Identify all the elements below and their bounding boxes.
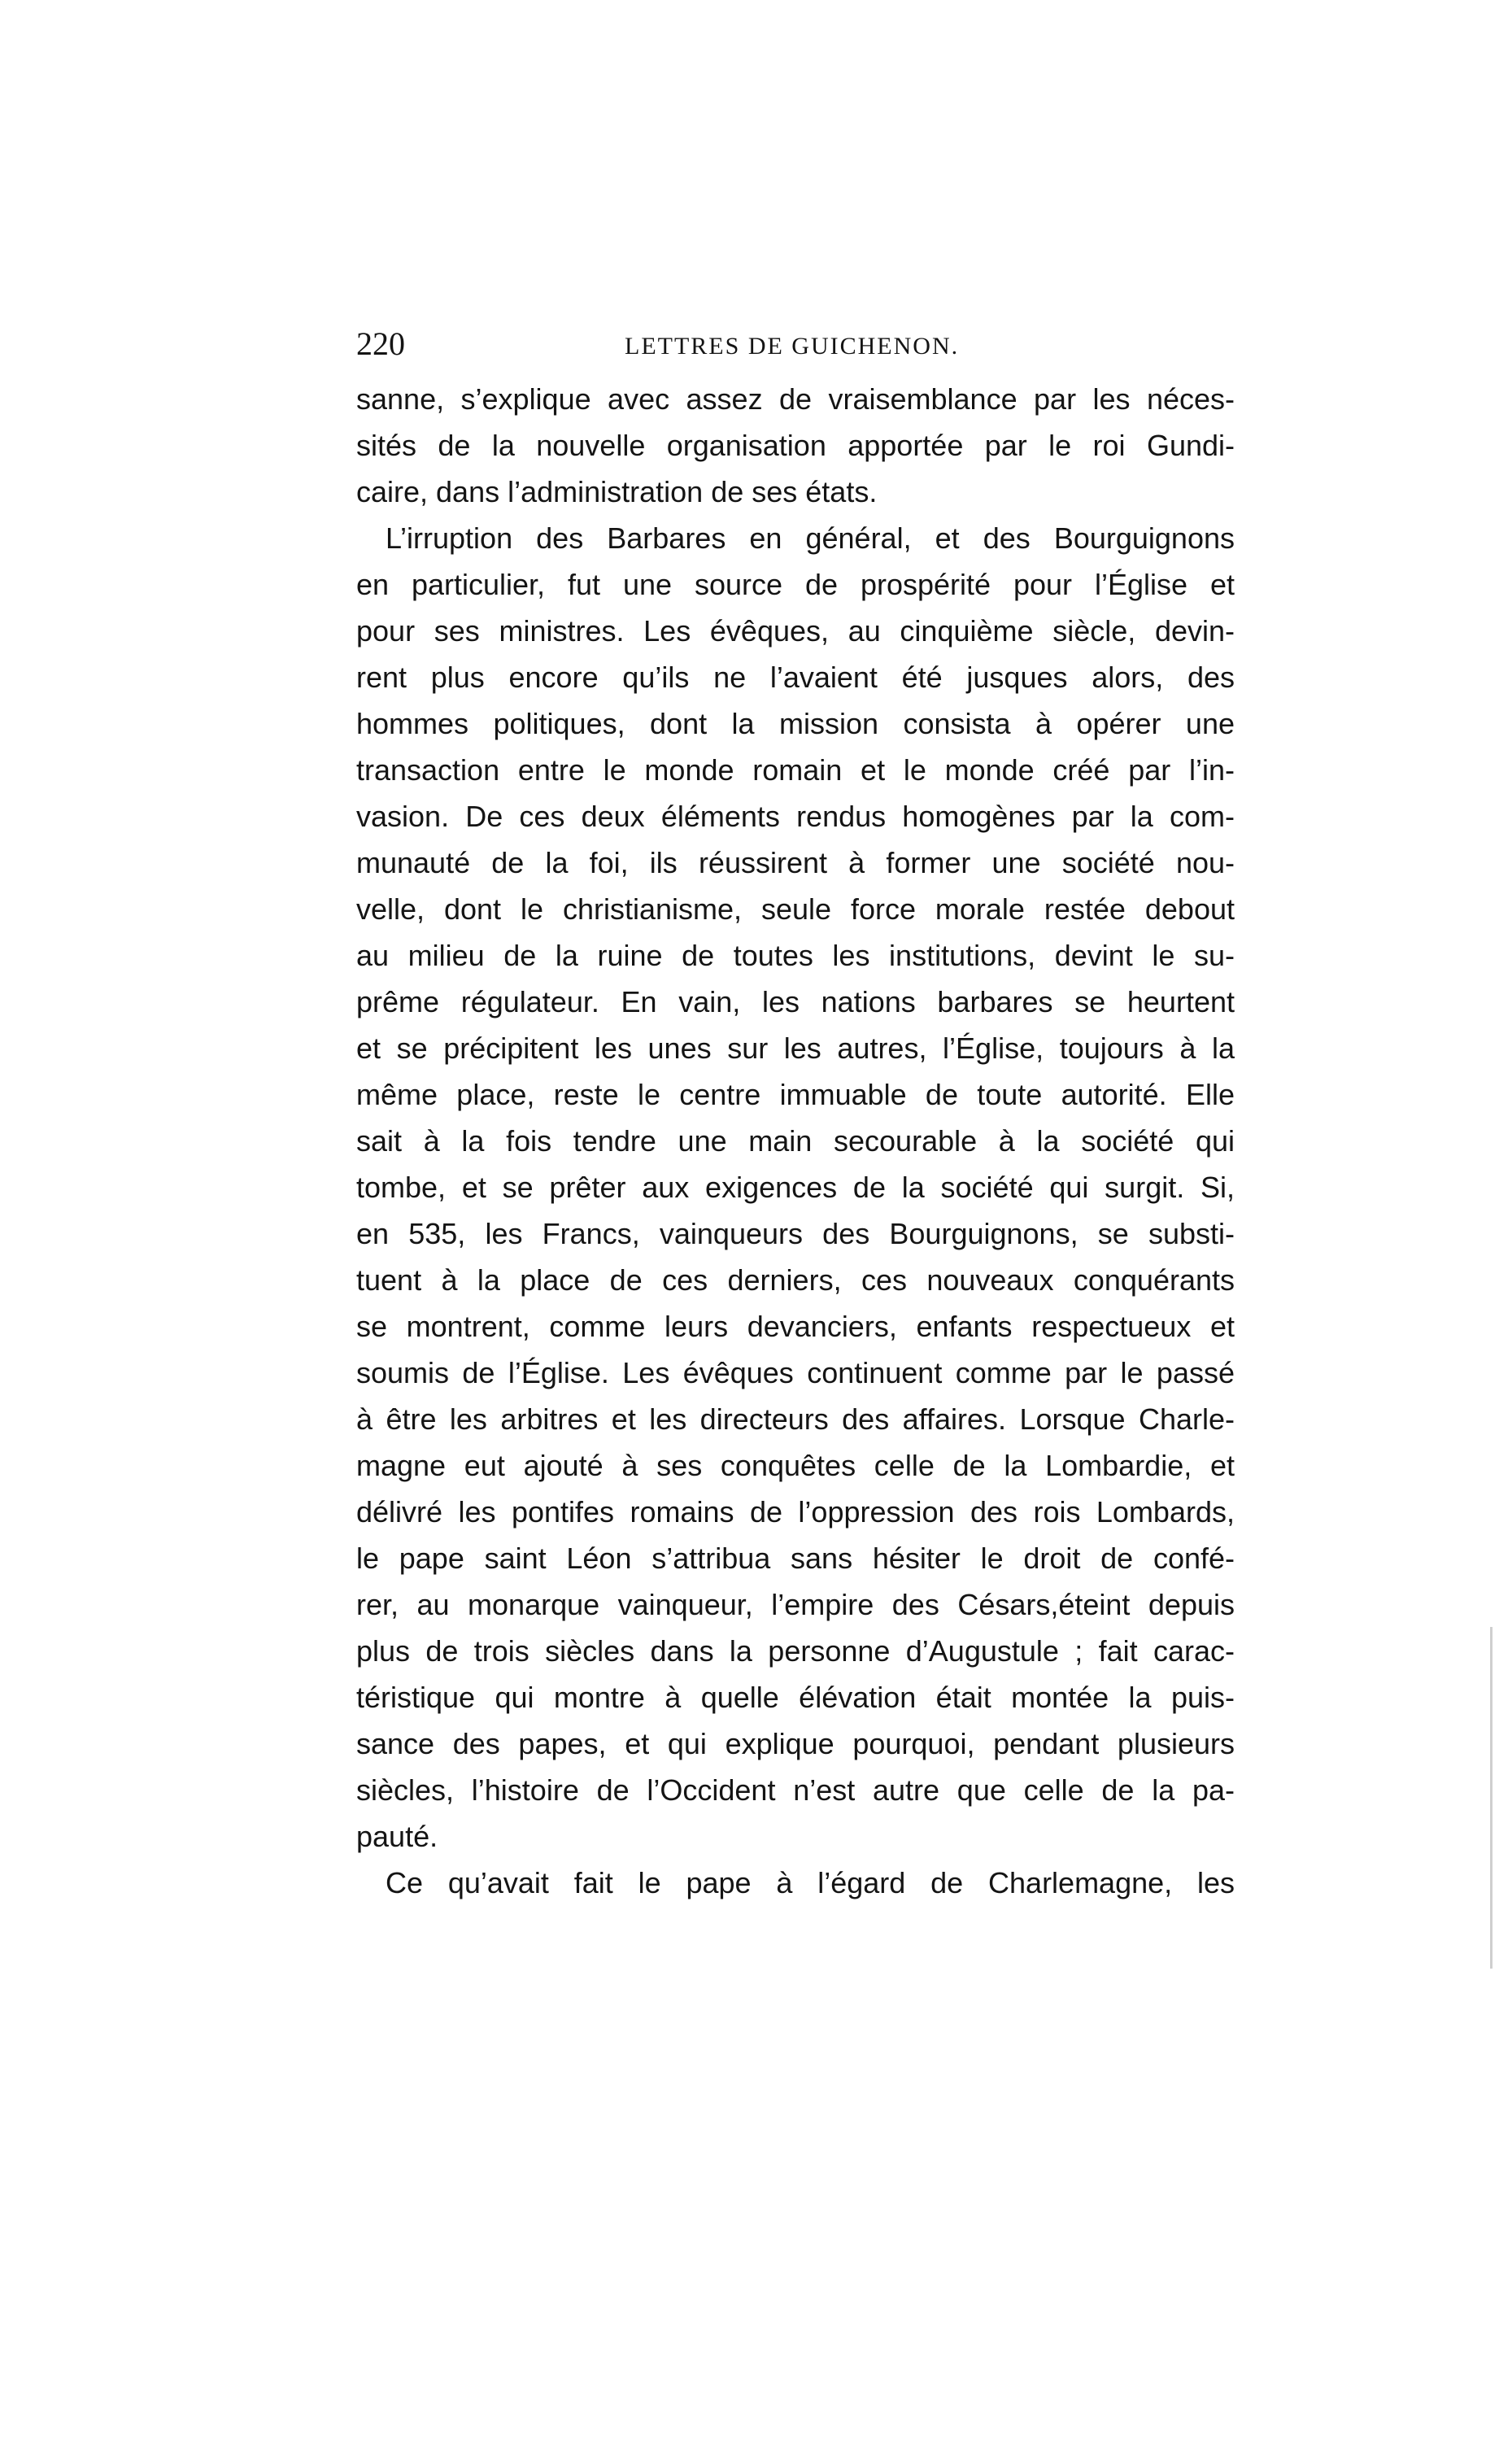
running-title: LETTRES DE GUICHENON.	[625, 333, 960, 360]
text-line: et se précipitent les unes sur les autres, l’Église, toujours à la	[356, 1031, 1235, 1065]
body-text	[356, 376, 1235, 1906]
scan-edge-mark	[1490, 1627, 1492, 1969]
text-line: sait à la fois tendre une main secourable à la société qui	[356, 1124, 1235, 1158]
text-line: tombe, et se prêter aux exigences de la société qui surgit. Si,	[356, 1171, 1235, 1204]
text-line: L’irruption des Barbares en général, et des Bourguignons	[386, 521, 1235, 555]
text-line: en 535, les Francs, vainqueurs des Bourguignons, se substi-	[356, 1217, 1235, 1250]
text-line: siècles, l’histoire de l’Occident n’est autre que celle de la pa-	[356, 1773, 1235, 1807]
text-line: hommes politiques, dont la mission consista à opérer une	[356, 707, 1235, 740]
text-line: prême régulateur. En vain, les nations barbares se heurtent	[356, 985, 1235, 1018]
text-line: velle, dont le christianisme, seule force morale restée debout	[356, 892, 1235, 926]
text-line: munauté de la foi, ils réussirent à former une société nou-	[356, 846, 1235, 879]
text-line: magne eut ajouté à ses conquêtes celle de la Lombardie, et	[356, 1449, 1235, 1482]
text-line: tuent à la place de ces derniers, ces nouveaux conquérants	[356, 1263, 1235, 1297]
page-header	[356, 324, 1235, 373]
text-line: délivré les pontifes romains de l’oppression des rois Lombards,	[356, 1495, 1235, 1529]
text-line: Ce qu’avait fait le pape à l’égard de Charlemagne, les	[386, 1866, 1235, 1899]
text-line: sance des papes, et qui explique pourquoi, pendant plusieurs	[356, 1727, 1235, 1760]
text-line: au milieu de la ruine de toutes les institutions, devint le su-	[356, 939, 1235, 972]
text-line: même place, reste le centre immuable de toute autorité. Elle	[356, 1078, 1235, 1111]
text-line: sités de la nouvelle organisation apportée par le roi Gundi-	[356, 429, 1235, 462]
text-line: vasion. De ces deux éléments rendus homogènes par la com-	[356, 800, 1235, 833]
text-line: caire, dans l’administration de ses états.	[356, 475, 878, 508]
text-line: le pape saint Léon s’attribua sans hésiter le droit de confé-	[356, 1542, 1235, 1575]
text-line: à être les arbitres et les directeurs des affaires. Lorsque Charle-	[356, 1402, 1235, 1436]
text-line: rer, au monarque vainqueur, l’empire des Césars,éteint depuis	[356, 1588, 1235, 1621]
text-line: pour ses ministres. Les évêques, au cinquième siècle, devin-	[356, 614, 1235, 648]
text-line: sanne, s’explique avec assez de vraisemblance par les néces-	[356, 382, 1235, 416]
page-number: 220	[356, 325, 405, 362]
text-line: se montrent, comme leurs devanciers, enfants respectueux et	[356, 1310, 1235, 1343]
text-line: rent plus encore qu’ils ne l’avaient été jusques alors, des	[356, 661, 1235, 694]
text-line: transaction entre le monde romain et le monde créé par l’in-	[356, 753, 1235, 787]
text-line: plus de trois siècles dans la personne d’Augustule ; fait carac-	[356, 1634, 1235, 1668]
text-line: téristique qui montre à quelle élévation était montée la puis-	[356, 1681, 1235, 1714]
text-line: soumis de l’Église. Les évêques continuent comme par le passé	[356, 1356, 1235, 1389]
text-line: en particulier, fut une source de prospérité pour l’Église et	[356, 568, 1235, 601]
text-line: pauté.	[356, 1820, 438, 1853]
